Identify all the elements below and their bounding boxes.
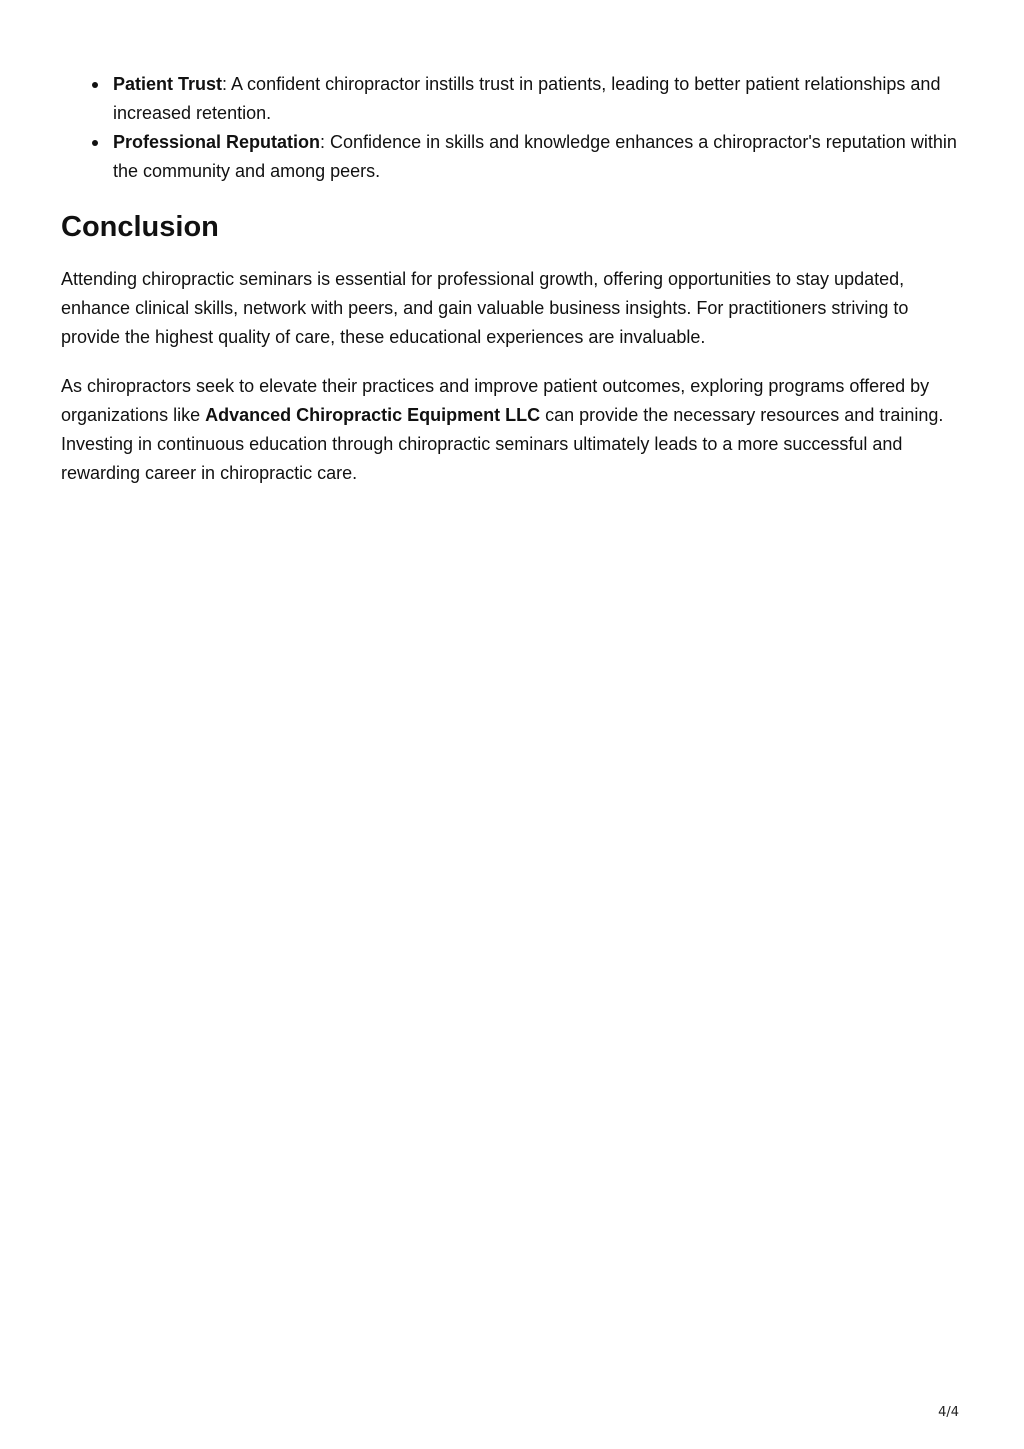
paragraph-text: can provide the necessary resources and training. Investing in continuous education through chiropractic seminars ultimately leads to a more successful and rewarding career in chiropractic care. bbox=[61, 405, 944, 483]
benefits-list bbox=[61, 70, 961, 186]
list-item-text: : Confidence in skills and knowledge enhances a chiropractor's reputation within the community and among peers. bbox=[113, 132, 957, 181]
conclusion-heading: Conclusion bbox=[61, 211, 219, 243]
company-name: Advanced Chiropractic Equipment LLC bbox=[205, 405, 541, 425]
bullet-icon bbox=[92, 82, 98, 88]
bullet-icon bbox=[92, 140, 98, 146]
page-number: 4/4 bbox=[938, 1405, 959, 1420]
list-item bbox=[113, 70, 961, 128]
conclusion-paragraph-2 bbox=[61, 372, 961, 488]
list-item-term: Professional Reputation bbox=[113, 132, 321, 152]
paragraph-text: As chiropractors seek to elevate their practices and improve patient outcomes, exploring programs offered by organizations like bbox=[61, 376, 930, 425]
list-item bbox=[113, 128, 961, 186]
list-item-term: Patient Trust bbox=[113, 74, 223, 94]
document-page bbox=[61, 70, 961, 508]
conclusion-paragraph-1: Attending chiropractic seminars is essential for professional growth, offering opportunities to stay updated, enhance clinical skills, network with peers, and gain valuable business insights. For practitioners striving to provide the highest quality of care, these educational experiences are invaluable. bbox=[61, 269, 909, 347]
list-item-text: : A confident chiropractor instills trust in patients, leading to better patient relationships and increased retention. bbox=[113, 74, 941, 123]
